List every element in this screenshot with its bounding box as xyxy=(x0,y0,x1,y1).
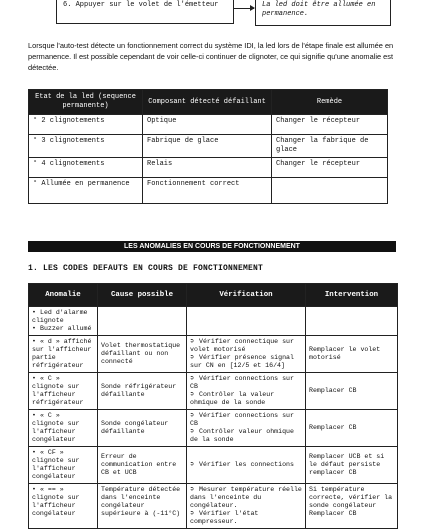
intervention-cell xyxy=(306,307,398,336)
bullet-icon: • xyxy=(32,449,36,456)
table2-header-verification: Vérification xyxy=(187,284,306,307)
anomalie-cell xyxy=(29,373,98,410)
intervention-cell: Remplacer UCB et si le défaut persiste remplacer CB xyxy=(306,447,398,484)
cause-cell: Erreur de communication entre CB et UCB xyxy=(98,447,187,484)
list-item: ➲ Vérifier connections sur CB xyxy=(190,412,294,427)
anomalie-cell xyxy=(29,307,98,336)
list-item: • « == » clignote sur l'afficheur congélateur xyxy=(32,486,80,517)
arrow-bullet-icon: ➲ xyxy=(190,354,194,361)
table1-cell: Changer la fabrique de glace xyxy=(272,135,388,158)
table1-cell: Fonctionnement correct xyxy=(143,178,272,204)
bullet-icon: • xyxy=(32,338,36,345)
list-item: • « C » clignote sur l'afficheur congélateur xyxy=(32,412,80,443)
table-row xyxy=(29,158,388,178)
note-box xyxy=(255,0,391,26)
table1-cell: Relais xyxy=(143,158,272,178)
table-row xyxy=(29,115,388,135)
intervention-cell: Si température correcte, vérifier la sonde congélateur Remplacer CB xyxy=(306,484,398,529)
table1-cell: Optique xyxy=(143,115,272,135)
list-item: ➲ Vérifier les connections xyxy=(190,461,294,468)
list-item: ➲ Contrôler valeur ohmique de la sonde xyxy=(190,428,294,443)
cause-cell: Sonde congélateur défaillante xyxy=(98,410,187,447)
list-item: • Buzzer allumé xyxy=(32,325,92,332)
table1-header-remedy: Remède xyxy=(272,90,388,115)
bullet-icon: • xyxy=(32,375,36,382)
list-item: ➲ Vérifier connections sur CB xyxy=(190,375,294,390)
arrow-bullet-icon: ➲ xyxy=(190,338,194,345)
list-item: ➲ Vérifier connectique sur volet motorisé xyxy=(190,338,294,353)
bullet-icon: • xyxy=(32,309,36,316)
list-item: ➲ Vérifier présence signal sur CN en [12/5 et 16/4] xyxy=(190,354,294,369)
arrow-bullet-icon: ➲ xyxy=(190,486,194,493)
arrow-bullet-icon: ➲ xyxy=(190,391,194,398)
table-row xyxy=(29,336,398,373)
table1-cell: Changer le récepteur xyxy=(272,158,388,178)
list-item: • « CF » clignote sur l'afficheur congélateur xyxy=(32,449,80,480)
bullet-icon: • xyxy=(32,325,36,332)
arrow-bullet-icon: ➲ xyxy=(190,510,194,517)
list-item: ➲ Mesurer température réelle dans l'enceinte du congélateur. xyxy=(190,486,302,509)
arrow-bullet-icon: ➲ xyxy=(190,428,194,435)
anomalie-cell xyxy=(29,484,98,529)
table-row xyxy=(29,135,388,158)
note-text: La led doit être allumée en permanence. xyxy=(262,1,376,18)
table1-cell: ° 2 clignotements xyxy=(29,115,143,135)
bullet-icon: • xyxy=(32,486,36,493)
arrow-bullet-icon: ➲ xyxy=(190,412,194,419)
table-row xyxy=(29,373,398,410)
table1-cell: ° Allumée en permanence xyxy=(29,178,143,204)
section-banner: LES ANOMALIES EN COURS DE FONCTIONNEMENT xyxy=(28,241,396,252)
table-row xyxy=(29,410,398,447)
list-item: • « d » affiché sur l'afficheur partie réfrigérateur xyxy=(32,338,92,369)
anomalies-table xyxy=(28,283,398,529)
bullet-icon: • xyxy=(32,412,36,419)
arrow-bullet-icon: ➲ xyxy=(190,375,194,382)
cause-cell: Volet thermostatique défaillant ou non connecté xyxy=(98,336,187,373)
intro-paragraph: Lorsque l'auto-test détecte un fonctionnement correct du système IDI, la led lors de l'étape finale est allumée en permanence. Il est possible cependant de voir celle-ci continuer de clignoter, ce qui signifie qu'une anomalie est détectée. xyxy=(28,41,394,72)
step-text: 6. Appuyer sur le volet de l'émetteur xyxy=(63,1,219,9)
cause-cell: Température détectée dans l'enceinte congélateur supérieure à (-11°C) xyxy=(98,484,187,529)
led-state-table xyxy=(28,89,388,204)
table-row xyxy=(29,178,388,204)
table-row xyxy=(29,484,398,529)
verif-cell xyxy=(187,484,306,529)
intervention-cell: Remplacer CB xyxy=(306,373,398,410)
table1-cell xyxy=(272,178,388,204)
verif-cell xyxy=(187,410,306,447)
table-row xyxy=(29,307,398,336)
step-box xyxy=(56,0,234,24)
table-row xyxy=(29,447,398,484)
table1-header-component: Composant détecté défaillant xyxy=(143,90,272,115)
list-item: • Led d'alarme clignote xyxy=(32,309,88,324)
list-item: ➲ Contrôler la valeur ohmique de la sonde xyxy=(190,391,275,406)
cause-cell xyxy=(98,307,187,336)
list-item: ➲ Vérifier l'état compresseur. xyxy=(190,510,259,525)
table1-header-state: Etat de la led (sequence permanente) xyxy=(29,90,143,115)
anomalie-cell xyxy=(29,336,98,373)
verif-cell xyxy=(187,373,306,410)
table2-header-cause: Cause possible xyxy=(98,284,187,307)
cause-cell: Sonde réfrigérateur défaillante xyxy=(98,373,187,410)
anomalie-cell xyxy=(29,410,98,447)
table1-cell: Fabrique de glace xyxy=(143,135,272,158)
table1-cell: ° 3 clignotements xyxy=(29,135,143,158)
verif-cell xyxy=(187,307,306,336)
intervention-cell: Remplacer le volet motorisé xyxy=(306,336,398,373)
table1-cell: ° 4 clignotements xyxy=(29,158,143,178)
verif-cell xyxy=(187,447,306,484)
table2-header-intervention: Intervention xyxy=(306,284,398,307)
arrow-bullet-icon: ➲ xyxy=(190,461,194,468)
list-item: • « C » clignote sur l'afficheur réfrigérateur xyxy=(32,375,84,406)
table1-cell: Changer le récepteur xyxy=(272,115,388,135)
anomalie-cell xyxy=(29,447,98,484)
verif-cell xyxy=(187,336,306,373)
table2-header-anomalie: Anomalie xyxy=(29,284,98,307)
section-subtitle: 1. LES CODES DEFAUTS EN COURS DE FONCTIONNEMENT xyxy=(28,264,264,273)
intervention-cell: Remplacer CB xyxy=(306,410,398,447)
